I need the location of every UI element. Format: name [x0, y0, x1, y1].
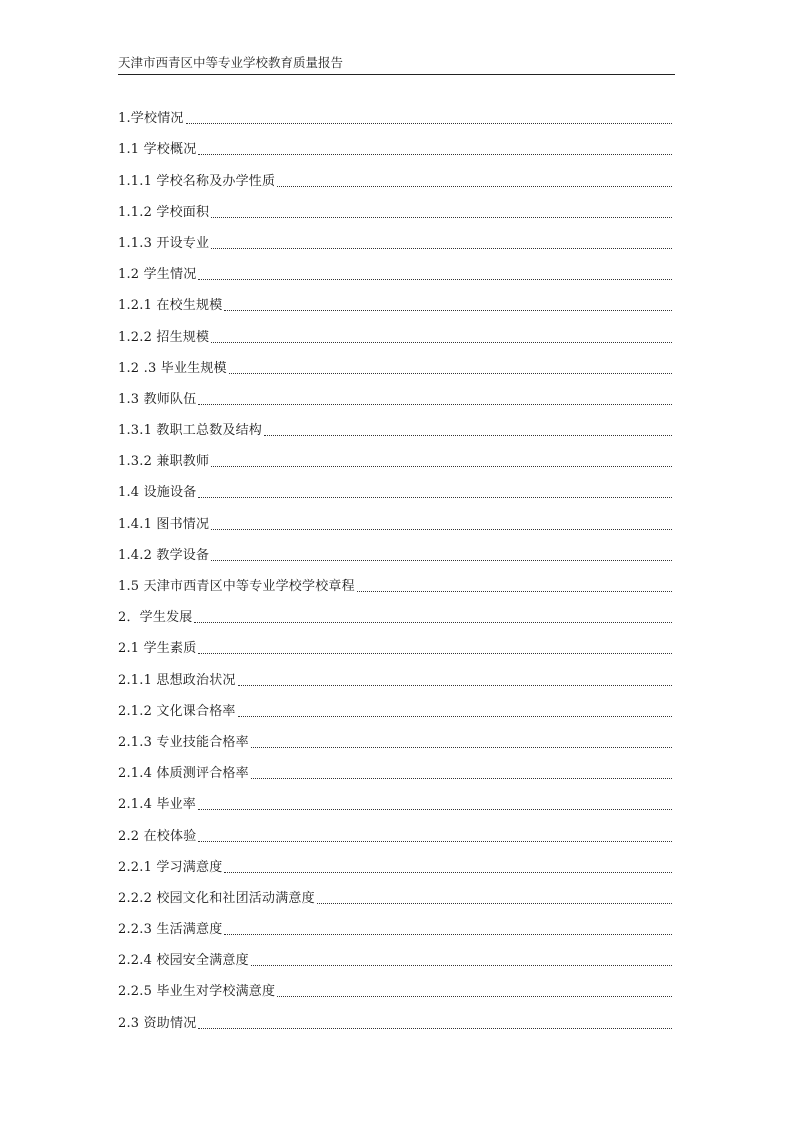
toc-dot-leader [194, 622, 672, 623]
toc-entry[interactable] [118, 475, 672, 506]
toc-entry[interactable] [118, 631, 672, 662]
toc-dot-leader [198, 279, 672, 280]
toc-entry-label: 1.2.2 招生规模 [118, 329, 210, 345]
toc-entry[interactable] [118, 444, 672, 475]
toc-dot-leader [198, 154, 672, 155]
toc-dot-leader [198, 809, 672, 810]
page-header-title: 天津市西青区中等专业学校教育质量报告 [118, 55, 344, 70]
toc-entry[interactable] [118, 506, 672, 537]
toc-entry[interactable] [118, 132, 672, 163]
toc-dot-leader [277, 186, 672, 187]
toc-dot-leader [211, 248, 672, 249]
toc-entry[interactable] [118, 850, 672, 881]
toc-dot-leader [357, 591, 672, 592]
toc-dot-leader [224, 934, 672, 935]
toc-entry-label: 2.1.4 体质测评合格率 [118, 766, 249, 782]
toc-entry-label: 1.4.2 教学设备 [118, 547, 210, 563]
table-of-contents [118, 101, 672, 1037]
toc-entry-label: 1.1 学校概况 [118, 142, 197, 158]
toc-entry[interactable] [118, 288, 672, 319]
toc-entry-label: 1.学校情况 [118, 111, 184, 127]
toc-entry-label: 1.5 天津市西青区中等专业学校学校章程 [118, 579, 355, 594]
toc-entry[interactable] [118, 163, 672, 194]
toc-entry-label: 1.3.1 教职工总数及结构 [118, 423, 263, 439]
toc-entry[interactable] [118, 538, 672, 569]
toc-dot-leader [198, 841, 672, 842]
toc-dot-leader [198, 1028, 672, 1029]
toc-entry[interactable] [118, 1005, 672, 1036]
toc-entry[interactable] [118, 787, 672, 818]
toc-entry-label: 1.3.2 兼职教师 [118, 454, 210, 470]
toc-entry[interactable] [118, 881, 672, 912]
toc-entry[interactable] [118, 319, 672, 350]
toc-entry[interactable] [118, 351, 672, 382]
toc-dot-leader [277, 996, 672, 997]
toc-dot-leader [224, 872, 672, 873]
toc-dot-leader [211, 560, 672, 561]
toc-entry-label: 2.2 在校体验 [118, 828, 197, 844]
toc-entry[interactable] [118, 694, 672, 725]
toc-entry[interactable] [118, 974, 672, 1005]
toc-dot-leader [211, 217, 672, 218]
toc-dot-leader [198, 404, 672, 405]
toc-entry-label: 1.1.2 学校面积 [118, 204, 210, 220]
toc-entry[interactable] [118, 600, 672, 631]
toc-entry-label: 2．学生发展 [118, 610, 193, 626]
toc-dot-leader [211, 529, 672, 530]
toc-entry-label: 1.2.1 在校生规模 [118, 298, 223, 314]
toc-dot-leader [198, 653, 672, 654]
toc-entry[interactable] [118, 818, 672, 849]
toc-entry-label: 2.1.3 专业技能合格率 [118, 734, 249, 750]
toc-entry-label: 2.3 资助情况 [118, 1015, 197, 1031]
toc-dot-leader [224, 310, 672, 311]
toc-dot-leader [238, 716, 672, 717]
toc-entry[interactable] [118, 226, 672, 257]
toc-entry-label: 1.4 设施设备 [118, 485, 197, 501]
toc-dot-leader [264, 435, 672, 436]
toc-dot-leader [317, 903, 672, 904]
toc-entry[interactable] [118, 725, 672, 756]
toc-entry-label: 2.2.1 学习满意度 [118, 859, 223, 875]
toc-entry-label: 2.2.3 生活满意度 [118, 922, 223, 938]
toc-dot-leader [251, 747, 672, 748]
toc-entry[interactable] [118, 943, 672, 974]
toc-entry[interactable] [118, 756, 672, 787]
toc-entry[interactable] [118, 912, 672, 943]
toc-dot-leader [211, 342, 672, 343]
toc-dot-leader [186, 123, 672, 124]
toc-entry[interactable] [118, 662, 672, 693]
toc-entry-label: 2.1.1 思想政治状况 [118, 672, 236, 688]
toc-dot-leader [238, 685, 672, 686]
toc-entry-label: 1.3 教师队伍 [118, 391, 197, 407]
toc-entry-label: 2.1.4 毕业率 [118, 797, 197, 813]
toc-entry[interactable] [118, 413, 672, 444]
toc-entry-label: 1.4.1 图书情况 [118, 516, 210, 532]
toc-entry-label: 2.2.4 校园安全满意度 [118, 953, 249, 969]
toc-entry-label: 2.2.5 毕业生对学校满意度 [118, 984, 276, 1000]
toc-entry[interactable] [118, 382, 672, 413]
toc-dot-leader [198, 497, 672, 498]
toc-entry[interactable] [118, 257, 672, 288]
toc-entry-label: 1.1.1 学校名称及办学性质 [118, 173, 276, 189]
toc-entry-label: 2.2.2 校园文化和社团活动满意度 [118, 890, 315, 906]
toc-entry-label: 1.1.3 开设专业 [118, 235, 210, 251]
toc-dot-leader [229, 373, 672, 374]
toc-entry-label: 1.2 学生情况 [118, 267, 197, 283]
toc-entry[interactable] [118, 195, 672, 226]
toc-entry[interactable] [118, 101, 672, 132]
toc-dot-leader [211, 466, 672, 467]
toc-entry-label: 1.2 .3 毕业生规模 [118, 360, 227, 376]
toc-dot-leader [251, 965, 672, 966]
toc-entry-label: 2.1 学生素质 [118, 641, 197, 657]
toc-entry[interactable] [118, 569, 672, 600]
page-header [118, 56, 675, 75]
toc-entry-label: 2.1.2 文化课合格率 [118, 703, 236, 719]
toc-dot-leader [251, 778, 672, 779]
